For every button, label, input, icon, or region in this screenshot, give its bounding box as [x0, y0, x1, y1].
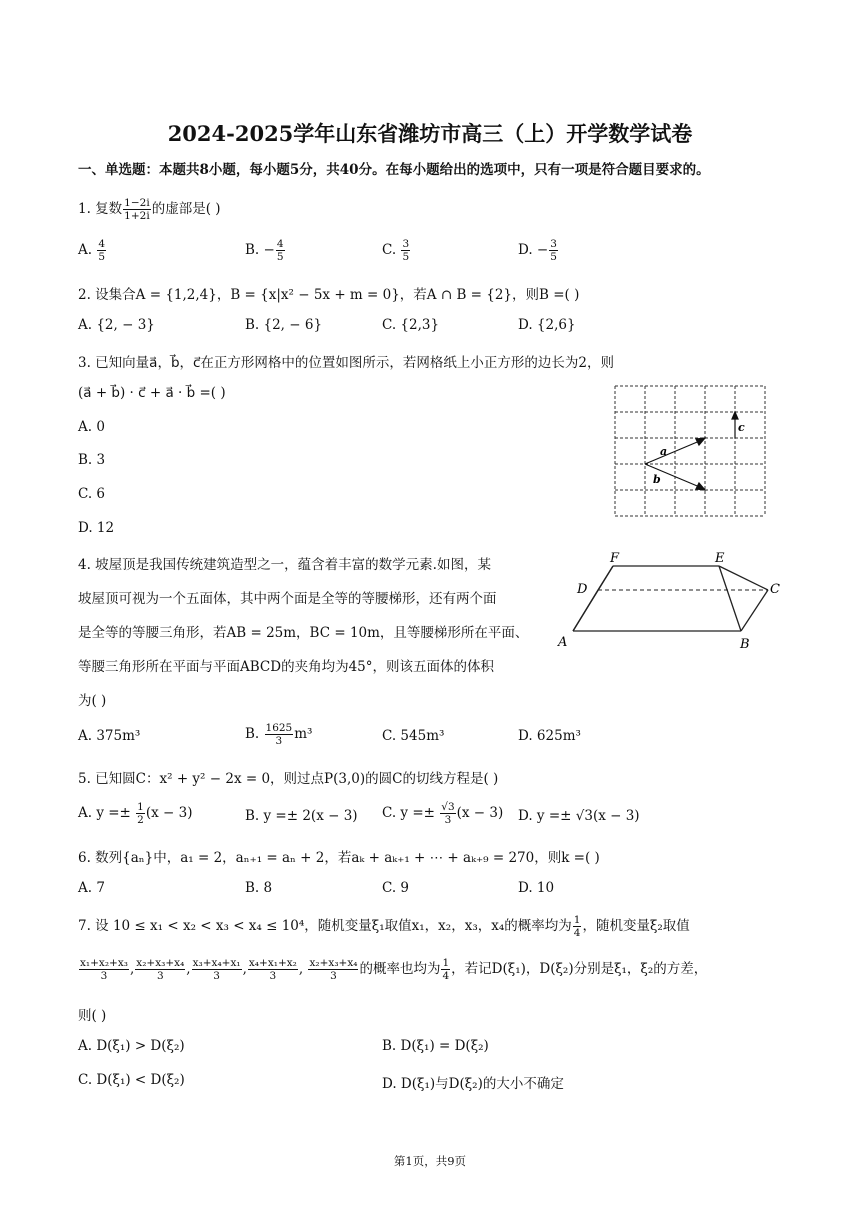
q1-option-c: C. $\frac{3}{5}$ — [382, 238, 410, 263]
question-7-line1: 7. 设 10 ≤ x₁ < x₂ < x₃ < x₄ ≤ 10⁴，随机变量ξ₁取值x₁，x₂，x₃，x₄的概率均为 $\frac{1}{4}$ ，随机变量ξ₂取值 — [78, 914, 690, 939]
q1-prefix: 1. 复数 — [78, 201, 123, 217]
vector-grid-figure — [612, 383, 767, 521]
q2-option-c: C. {2,3} — [382, 317, 440, 333]
vector-c-arrowhead — [732, 412, 738, 419]
label-b: b — [653, 473, 661, 486]
q2-option-a: A. {2, − 3} — [78, 317, 155, 333]
q7-option-d: D. D(ξ₁)与D(ξ₂)的大小不确定 — [382, 1076, 564, 1092]
question-4-line4: 等腰三角形所在平面与平面ABCD的夹角均为45°，则该五面体的体积 — [78, 659, 495, 675]
q6-option-a: A. 7 — [78, 880, 105, 896]
q1-option-a: A. $\frac{4}{5}$ — [78, 238, 106, 263]
roof-figure — [553, 548, 793, 656]
question-4-line5: 为( ) — [78, 693, 107, 709]
vector-a-line — [645, 440, 702, 464]
label-c: c — [738, 421, 745, 434]
q1-option-d: D. − $\frac{3}{5}$ — [518, 238, 557, 263]
q1-fraction — [123, 197, 151, 222]
q5-option-d: D. y =± √3(x − 3) — [518, 808, 640, 824]
label-a: a — [660, 445, 668, 458]
q4-option-c: C. 545m³ — [382, 728, 445, 744]
q3-option-c: C. 6 — [78, 486, 106, 502]
q1-frac-num: 1−2i — [124, 197, 150, 209]
question-1-stem — [78, 197, 221, 222]
q3-option-b: B. 3 — [78, 452, 106, 468]
q7-option-c: C. D(ξ₁) < D(ξ₂) — [78, 1072, 185, 1088]
q6-option-d: D. 10 — [518, 880, 555, 896]
question-3-stem-line2: (a⃗ + b⃗) · c⃗ + a⃗ · b⃗ =( ) — [78, 385, 226, 401]
question-7-line3: 则( ) — [78, 1008, 107, 1024]
page-footer: 第1页，共9页 — [393, 1154, 467, 1168]
q5-option-b: B. y =± 2(x − 3) — [245, 808, 358, 824]
label-F: F — [610, 551, 620, 566]
q1-frac-den: 1+2i — [124, 210, 150, 222]
label-E: E — [715, 551, 725, 566]
page-title: 2024-2025学年山东省潍坊市高三（上）开学数学试卷 — [167, 121, 693, 146]
section-heading: 一、单选题：本题共8小题，每小题5分，共40分。在每小题给出的选项中，只有一项是符合题目要求的。 — [78, 162, 710, 178]
question-4-line1: 4. 坡屋顶是我国传统建筑造型之一，蕴含着丰富的数学元素.如图，某 — [78, 557, 491, 573]
vector-b-arrowhead — [696, 483, 705, 490]
q2-option-b: B. {2, − 6} — [245, 317, 323, 333]
q2-option-d: D. {2,6} — [518, 317, 576, 333]
question-7-line2: $\frac{\text{x₁+x₂+x₃}}{3}$ , $\frac{\text{x₂+x₃+x₄}}{3}$ , $\frac{\text{x₃+x₄+x₁}}{3}$ , $\frac{\text{x₄+x₁+x₂}}{3}$ , $\frac{\text{x₂+x₃+x₄}}{3}$ 的概率也均为 $\frac{1}{4}$ ，若记D(ξ₁)，D(ξ₂)分别是ξ₁，ξ₂的方差， — [80, 957, 708, 982]
q3-option-d: D. 12 — [78, 520, 115, 536]
question-2-stem: 2. 设集合A = {1,2,4}，B = {x|x² − 5x + m = 0}，若A ∩ B = {2}，则B =( ) — [78, 287, 580, 303]
question-4-line3: 是全等的等腰三角形，若AB = 25m，BC = 10m，且等腰梯形所在平面、 — [78, 625, 529, 641]
q7-option-a: A. D(ξ₁) > D(ξ₂) — [78, 1038, 185, 1054]
q5-option-a: A. y =± $\frac{1}{2}$ (x − 3) — [78, 801, 193, 826]
q6-option-c: C. 9 — [382, 880, 410, 896]
q3-option-a: A. 0 — [78, 419, 105, 435]
label-A: A — [558, 635, 568, 650]
q6-option-b: B. 8 — [245, 880, 273, 896]
question-5-stem: 5. 已知圆C：x² + y² − 2x = 0，则过点P(3,0)的圆C的切线方程是( ) — [78, 771, 499, 787]
q1-suffix: 的虚部是( ) — [151, 201, 221, 217]
q1-option-b: B. − $\frac{4}{5}$ — [245, 238, 284, 263]
q5-option-c: C. y =± $\frac{√3}{3}$ (x − 3) — [382, 801, 504, 826]
label-B: B — [740, 637, 750, 652]
label-C: C — [770, 582, 780, 597]
question-6-stem: 6. 数列{aₙ}中，a₁ = 2，aₙ₊₁ = aₙ + 2，若aₖ + aₖ₊₁ + ⋯ + aₖ₊₉ = 270，则k =( ) — [78, 850, 600, 866]
question-4-line2: 坡屋顶可视为一个五面体，其中两个面是全等的等腰梯形，还有两个面 — [78, 591, 497, 607]
vector-a-arrowhead — [696, 438, 705, 445]
question-3-stem-line1: 3. 已知向量a⃗，b⃗，c⃗在正方形网格中的位置如图所示，若网格纸上小正方形的边长为2，则 — [78, 355, 615, 371]
q4-option-d: D. 625m³ — [518, 728, 581, 744]
q7-option-b: B. D(ξ₁) = D(ξ₂) — [382, 1038, 489, 1054]
q4-option-b: B. $\frac{1625}{3}$ m³ — [245, 722, 313, 747]
label-D: D — [577, 582, 588, 597]
q4-option-a: A. 375m³ — [78, 728, 141, 744]
